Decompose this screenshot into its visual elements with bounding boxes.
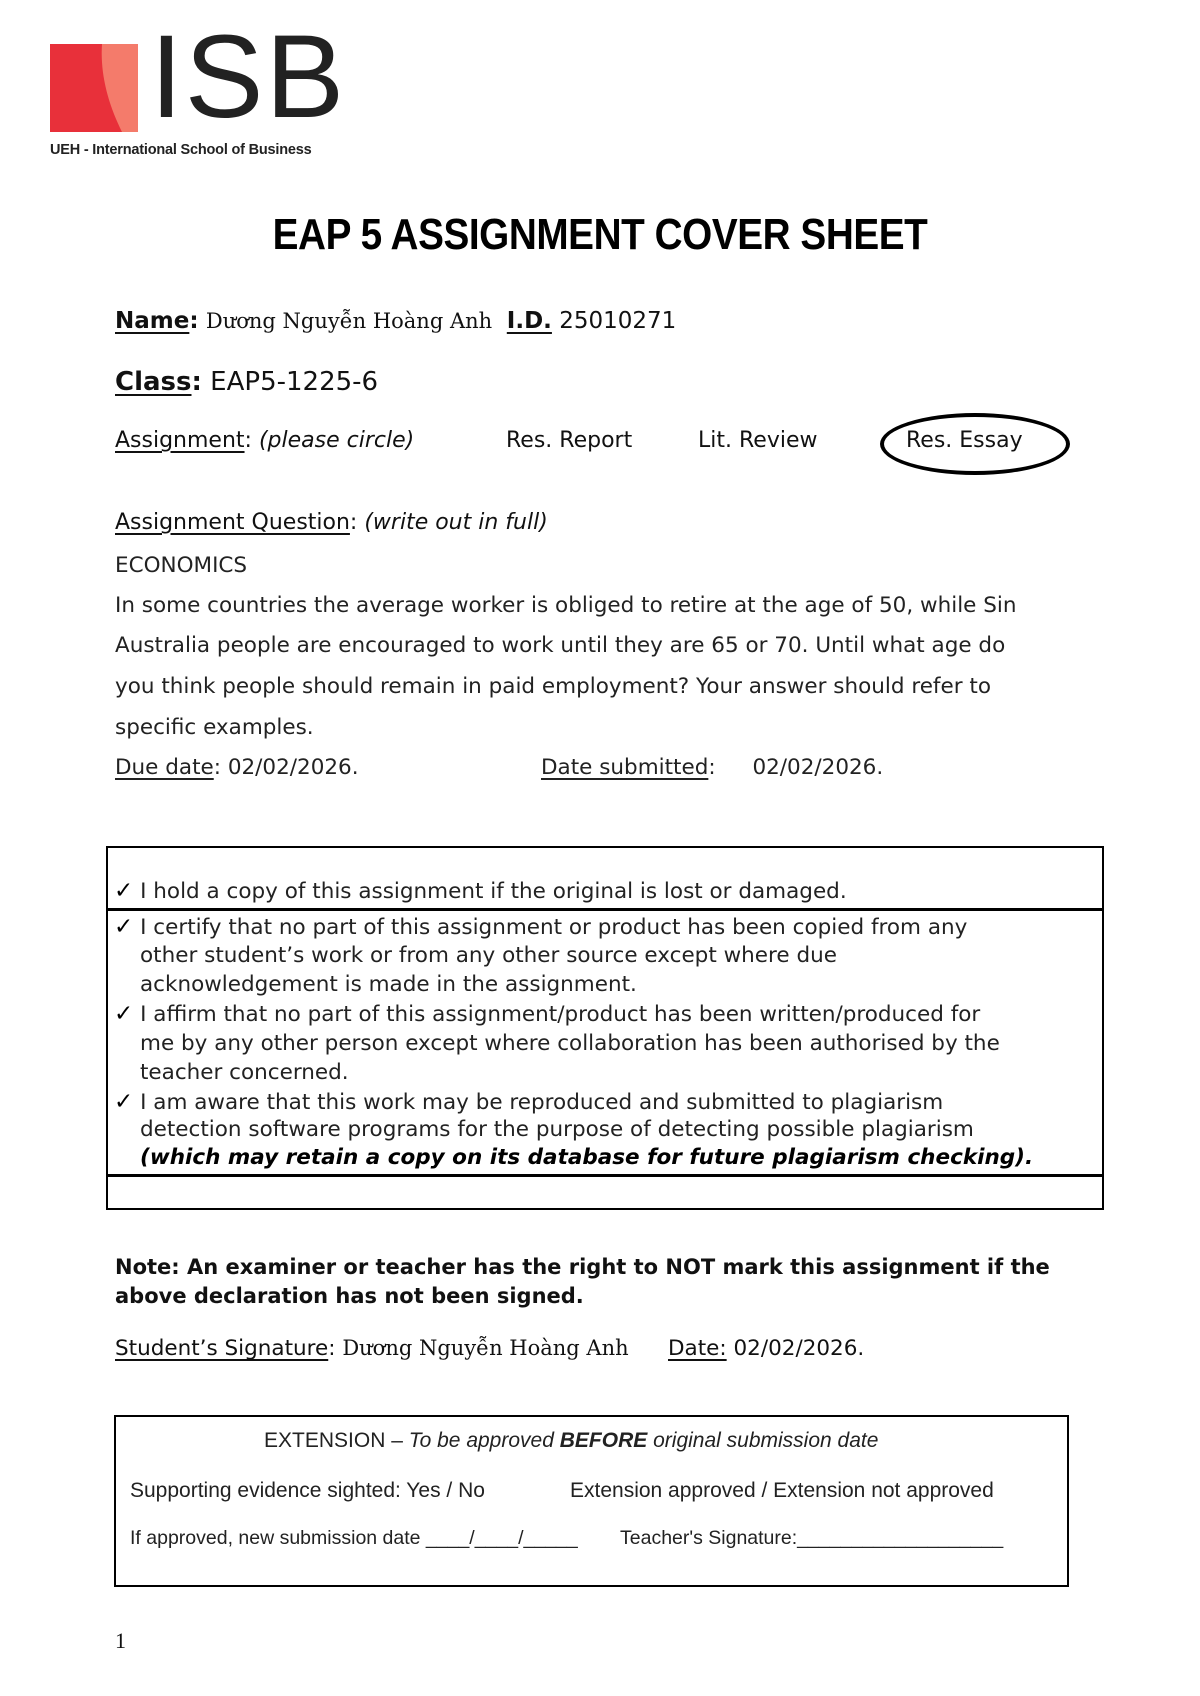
evidence-sighted: Supporting evidence sighted: Yes / No — [130, 1479, 485, 1502]
submitted-date-value: 02/02/2026. — [752, 755, 884, 780]
due-date-row: Due date: 02/02/2026. — [115, 755, 359, 780]
option-lit-review: Lit. Review — [698, 428, 818, 453]
declaration-line: detection software programs for the purpose of detecting possible plagiarism — [140, 1117, 974, 1142]
declaration-line: teacher concerned. — [140, 1060, 349, 1085]
question-line: In some countries the average worker is obliged to retire at the age of 50, while Sin — [115, 593, 1017, 618]
assignment-instruction: (please circle) — [258, 428, 415, 453]
checkmark-icon: ✓ — [114, 878, 134, 904]
page-number: 1 — [115, 1628, 126, 1653]
logo-wordmark: ISB — [150, 11, 347, 143]
question-line: you think people should remain in paid employment? Your answer should refer to — [115, 674, 991, 699]
name-row: Name: Dương Nguyễn Hoàng Anh I.D. 25010271 — [115, 308, 677, 334]
submitted-date-row: Date submitted: 02/02/2026. — [541, 755, 884, 780]
name-value: Dương Nguyễn Hoàng Anh — [205, 309, 493, 333]
declaration-box — [106, 846, 1104, 1210]
declaration-line: me by any other person except where collaboration has been authorised by the — [140, 1031, 1000, 1056]
signature-date-label: Date: — [668, 1336, 727, 1361]
class-label: Class — [115, 367, 192, 397]
signature-date-row — [668, 1336, 864, 1361]
question-line: Australia people are encouraged to work until they are 65 or 70. Until what age do — [115, 633, 1006, 658]
extension-box — [114, 1415, 1069, 1587]
class-row: Class: EAP5-1225-6 — [115, 367, 379, 397]
submitted-date-label: Date submitted — [541, 755, 709, 780]
selection-circle — [880, 413, 1070, 475]
declaration-line-italic: (which may retain a copy on its database for future plagiarism checking). — [140, 1145, 1034, 1170]
teacher-signature: Teacher's Signature:___________________ — [620, 1527, 1004, 1549]
logo-mark-icon — [50, 44, 138, 132]
question-label: Assignment Question — [115, 510, 350, 535]
logo-subtitle: UEH - International School of Business — [50, 142, 312, 158]
due-date-value: 02/02/2026. — [227, 755, 359, 780]
due-date-label: Due date — [115, 755, 214, 780]
assignment-label: Assignment — [115, 428, 245, 453]
option-res-essay: Res. Essay — [906, 428, 1023, 453]
checkmark-icon: ✓ — [114, 1089, 134, 1115]
question-topic: ECONOMICS — [115, 553, 248, 578]
declaration-item: ✓ I hold a copy of this assignment if the original is lost or damaged. — [114, 878, 847, 904]
divider — [108, 1174, 1102, 1177]
declaration-item: ✓ I affirm that no part of this assignment/product has been written/produced for — [114, 1001, 981, 1027]
checkmark-icon: ✓ — [114, 914, 134, 940]
option-res-report: Res. Report — [506, 428, 633, 453]
question-instruction: (write out in full) — [364, 510, 548, 535]
new-submission-date: If approved, new submission date ____/____/_____ — [130, 1527, 578, 1549]
declaration-item: ✓ I certify that no part of this assignment or product has been copied from any — [114, 914, 968, 940]
page-title: EAP 5 ASSIGNMENT COVER SHEET — [272, 210, 928, 259]
id-value: 25010271 — [559, 308, 677, 334]
checkmark-icon: ✓ — [114, 1001, 134, 1027]
signature-label: Student’s Signature — [115, 1336, 329, 1361]
signature-date-value: 02/02/2026. — [733, 1336, 865, 1361]
class-value: EAP5-1225-6 — [210, 367, 379, 397]
declaration-line: acknowledgement is made in the assignment. — [140, 972, 637, 997]
question-line: specific examples. — [115, 715, 314, 740]
name-label: Name — [115, 308, 190, 334]
note-text: Note: An examiner or teacher has the right to NOT mark this assignment if the above declaration has not been signed. — [115, 1255, 1050, 1308]
question-heading: Assignment Question: (write out in full) — [115, 510, 548, 535]
extension-approval: Extension approved / Extension not approved — [570, 1479, 994, 1502]
declaration-line: other student’s work or from any other source except where due — [140, 943, 837, 968]
divider — [108, 908, 1102, 911]
declaration-item: ✓ I am aware that this work may be reproduced and submitted to plagiarism — [114, 1089, 944, 1115]
signature-value: Dương Nguyễn Hoàng Anh — [342, 1336, 629, 1360]
signature-row: Student’s Signature: Dương Nguyễn Hoàng Anh — [115, 1336, 629, 1361]
assignment-row: Assignment: (please circle) — [115, 428, 415, 453]
id-label: I.D. — [506, 308, 552, 334]
extension-heading: EXTENSION – To be approved BEFORE original submission date — [264, 1429, 879, 1452]
school-logo — [50, 11, 350, 164]
